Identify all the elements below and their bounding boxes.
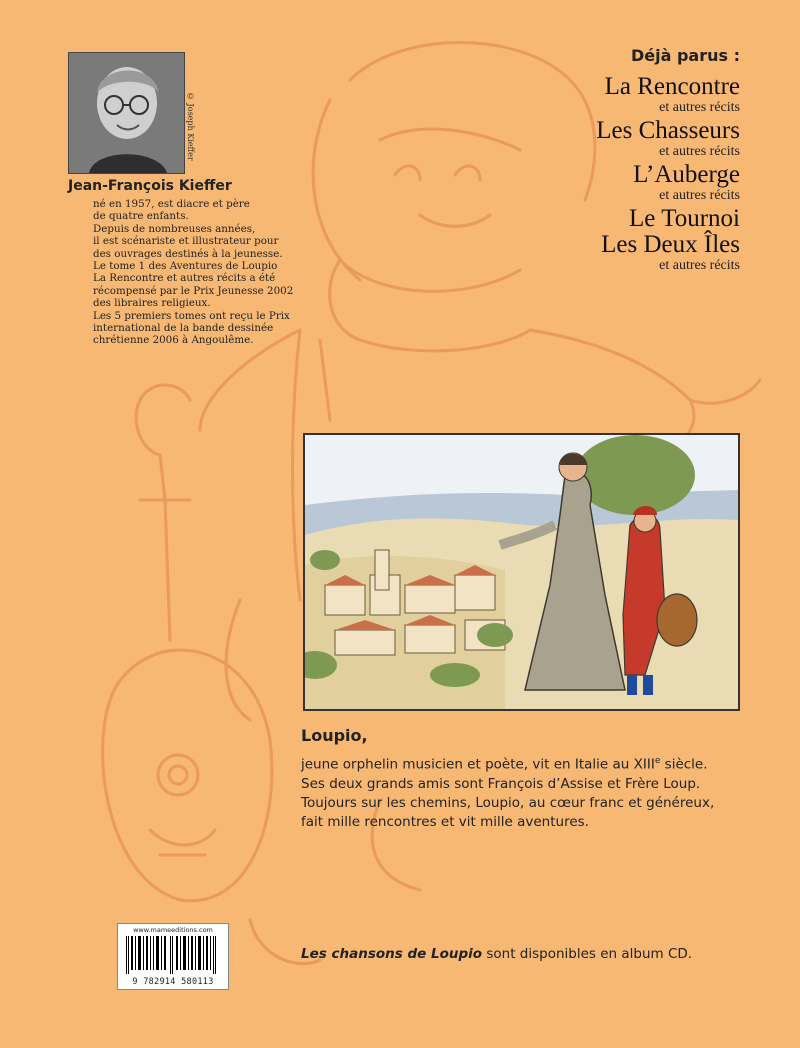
book-subtitle: et autres récits xyxy=(659,144,740,159)
book-title: La Rencontre xyxy=(604,73,740,100)
bio-line: de quatre enfants. xyxy=(93,210,189,223)
century-superscript: e xyxy=(654,756,661,766)
bio-line: La Rencontre et autres récits a été xyxy=(93,272,276,285)
book-subtitle: et autres récits xyxy=(659,258,740,273)
book-title: Les Deux Îles xyxy=(601,231,740,258)
bio-line: des libraires religieux. xyxy=(93,297,211,310)
cd-notice-text: sont disponibles en album CD. xyxy=(482,946,693,962)
bio-line: des ouvrages destinés à la jeunesse. xyxy=(93,247,283,260)
loupio-line: Ses deux grands amis sont François d’Assise et Frère Loup. xyxy=(301,775,701,792)
loupio-line xyxy=(301,752,771,775)
bio-line: il est scénariste et illustrateur pour xyxy=(93,235,279,248)
already-published-header: Déjà parus : xyxy=(630,46,740,65)
book-subtitle: et autres récits xyxy=(659,188,740,203)
loupio-line: fait mille rencontres et vit mille aventures. xyxy=(301,813,589,830)
photo-credit: © Joseph Kieffer xyxy=(186,92,195,161)
cd-album-title: Les chansons de Loupio xyxy=(301,946,483,962)
author-name: Jean-François Kieffer xyxy=(68,178,232,194)
bio-line: Le tome 1 des Aventures de Loupio xyxy=(93,260,278,273)
loupio-heading: Loupio, xyxy=(301,726,368,745)
village-scene-image xyxy=(305,435,738,709)
bio-line: chrétienne 2006 à Angoulême. xyxy=(93,334,254,347)
bio-line: né en 1957, est diacre et père xyxy=(93,198,250,210)
cd-notice xyxy=(301,946,692,962)
isbn-barcode xyxy=(117,923,229,990)
book-title: L’Auberge xyxy=(633,161,740,188)
barcode-bars xyxy=(126,936,220,974)
bio-line: Les 5 premiers tomes ont reçu le Prix xyxy=(93,309,290,322)
comic-illustration xyxy=(303,433,740,711)
loupio-description xyxy=(301,752,771,832)
book-subtitle: et autres récits xyxy=(659,100,740,115)
bio-line: international de la bande dessinée xyxy=(93,322,274,335)
loupio-line: Toujours sur les chemins, Loupio, au cœur franc et généreux, xyxy=(301,794,715,811)
author-photo xyxy=(68,52,185,174)
author-biography xyxy=(93,198,328,347)
already-published-list xyxy=(596,74,740,276)
bio-line: récompensé par le Prix Jeunesse 2002 xyxy=(93,284,294,297)
loupio-line-text: jeune orphelin musicien et poète, vit en Italie au XIII xyxy=(301,756,655,773)
loupio-line-text: siècle. xyxy=(660,756,708,773)
book-title: Les Chasseurs xyxy=(596,117,740,144)
isbn-digits: 9 782914 580113 xyxy=(132,977,214,987)
bio-line: Depuis de nombreuses années, xyxy=(93,222,256,235)
publisher-website: www.mameeditions.com xyxy=(133,926,213,934)
author-portrait-image xyxy=(69,53,184,173)
book-title: Le Tournoi xyxy=(629,205,740,232)
